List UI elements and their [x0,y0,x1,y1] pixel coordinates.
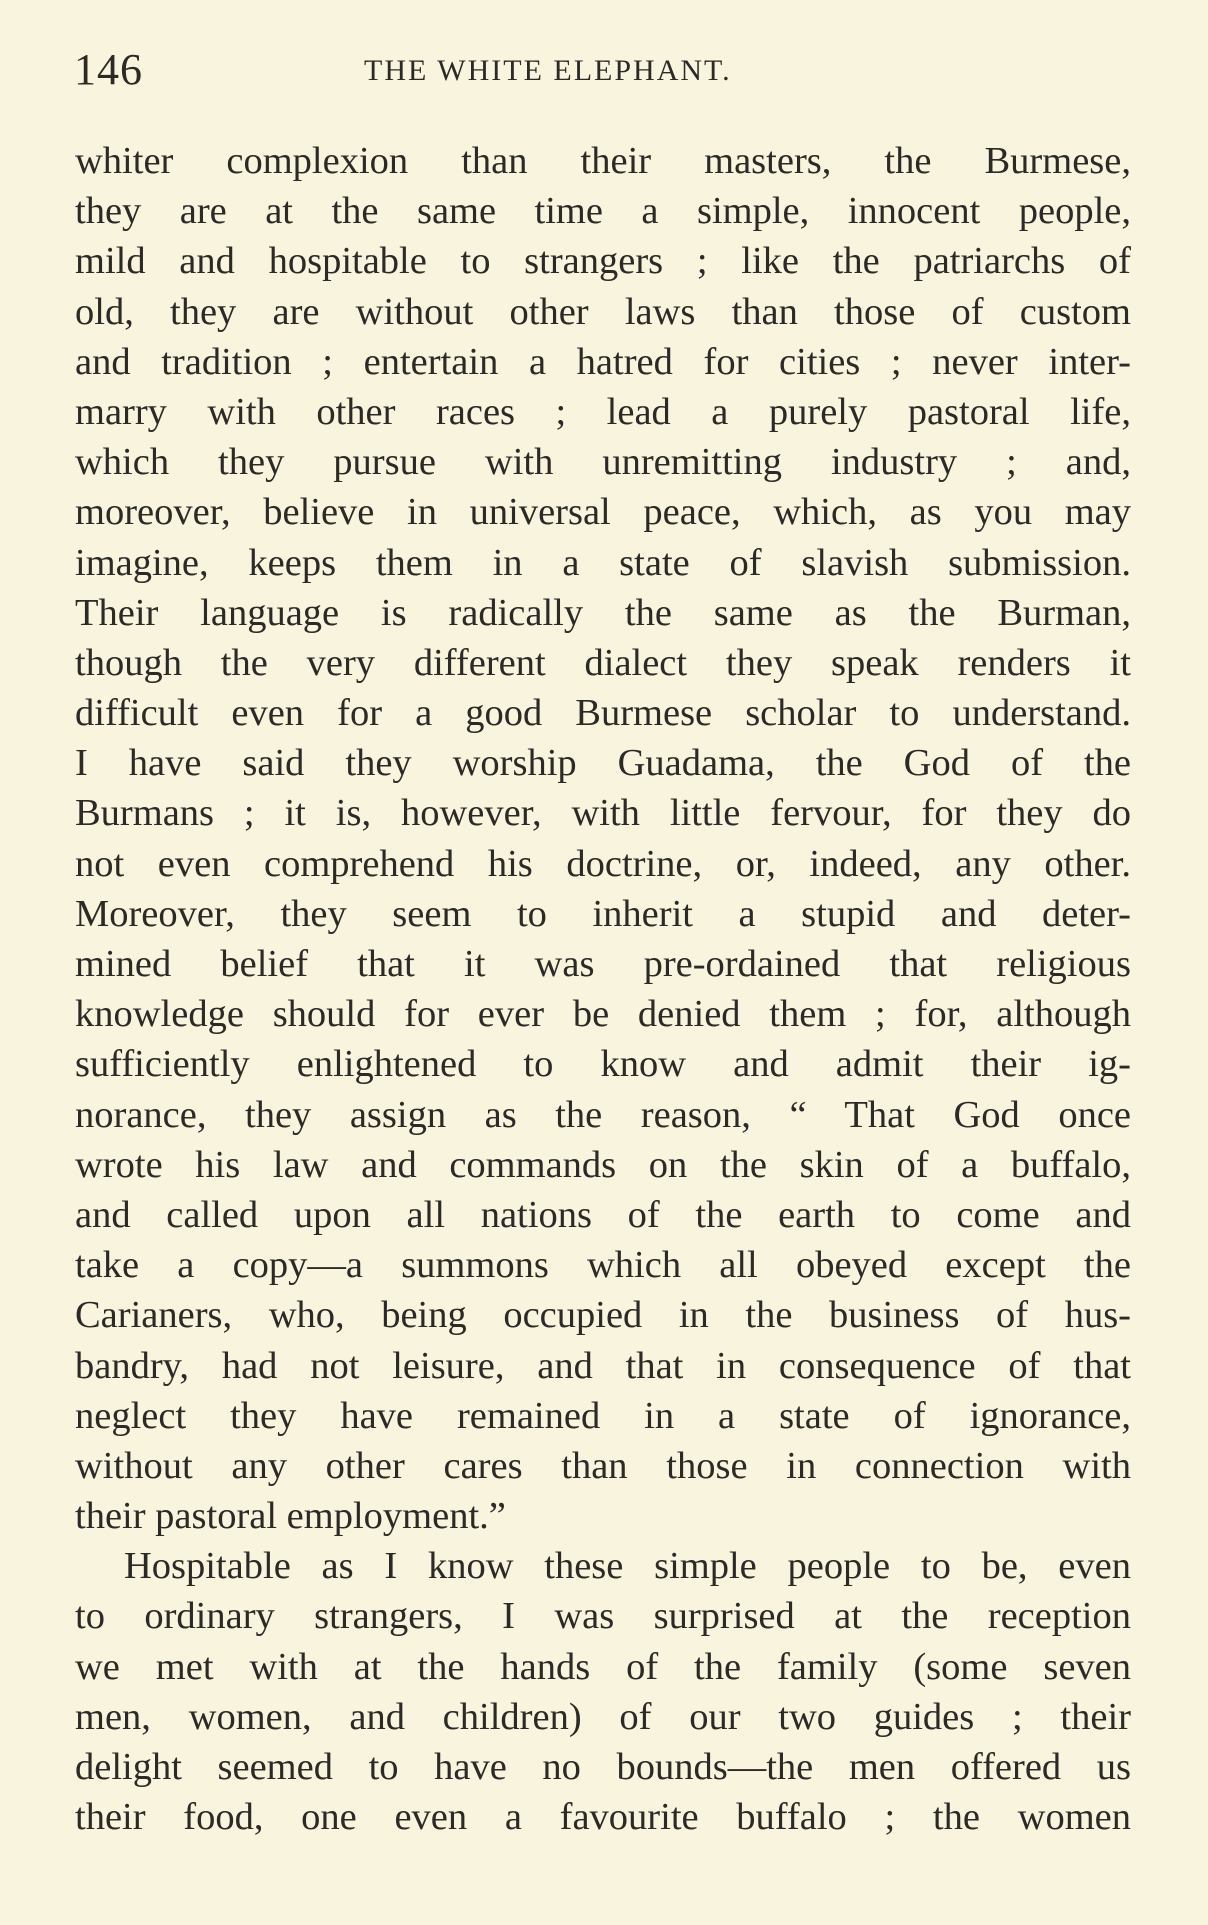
text-line: wrote his law and commands on the skin of a buffalo, [75,1143,1131,1186]
text-line: take a copy—a summons which all obeyed except the [75,1244,1131,1287]
text-line: Hospitable as I know these simple people to be, even [124,1545,1131,1588]
text-line: delight seemed to have no bounds—the men offered us [75,1746,1131,1788]
text-line: and called upon all nations of the earth to come and [75,1193,1131,1236]
text-line: though the very different dialect they speak renders it [75,641,1131,684]
text-line: men, women, and children) of our two guides ; their [75,1695,1131,1738]
text-line: Carianers, who, being occupied in the business of hus- [75,1294,1131,1337]
text-line: without any other cares than those in connection with [75,1444,1131,1487]
text-line: and tradition ; entertain a hatred for cities ; never inter- [75,340,1131,383]
text-line: difficult even for a good Burmese scholar to understand. [75,692,1131,735]
running-header [74,44,1130,94]
text-line: whiter complexion than their masters, the Burmese, [75,140,1131,182]
text-line: Their language is radically the same as the Burman, [75,591,1131,634]
text-line: Moreover, they seem to inherit a stupid and deter- [75,892,1131,935]
text-line: we met with at the hands of the family (some seven [75,1645,1131,1688]
text-line: to ordinary strangers, I was surprised at the reception [75,1595,1131,1638]
running-title: THE WHITE ELEPHANT. [364,54,732,87]
text-line: moreover, believe in universal peace, which, as you may [75,491,1131,534]
text-line: they are at the same time a simple, innocent people, [75,190,1131,233]
text-line: bandry, had not leisure, and that in consequence of that [75,1344,1131,1387]
text-line: which they pursue with unremitting industry ; and, [75,441,1131,484]
text-line: mined belief that it was pre-ordained that religious [75,943,1131,985]
text-line: I have said they worship Guadama, the God of the [75,742,1131,785]
text-line: their food, one even a favourite buffalo ; the women [75,1796,1131,1839]
text-line: sufficiently enlightened to know and admit their ig- [75,1043,1131,1086]
text-line: marry with other races ; lead a purely pastoral life, [75,390,1131,433]
page-number: 146 [74,45,143,94]
text-line: imagine, keeps them in a state of slavish submission. [75,541,1131,584]
text-line: Burmans ; it is, however, with little fervour, for they do [75,792,1131,835]
text-line: their pastoral employment.” [75,1495,506,1538]
text-line: knowledge should for ever be denied them ; for, although [75,993,1131,1036]
text-line: mild and hospitable to strangers ; like the patriarchs of [75,240,1131,283]
text-line: norance, they assign as the reason, “ That God once [75,1093,1131,1136]
text-line: not even comprehend his doctrine, or, indeed, any other. [75,842,1131,885]
text-line: neglect they have remained in a state of ignorance, [75,1394,1131,1437]
body-text [75,136,1131,1842]
text-line: old, they are without other laws than those of custom [75,290,1131,333]
